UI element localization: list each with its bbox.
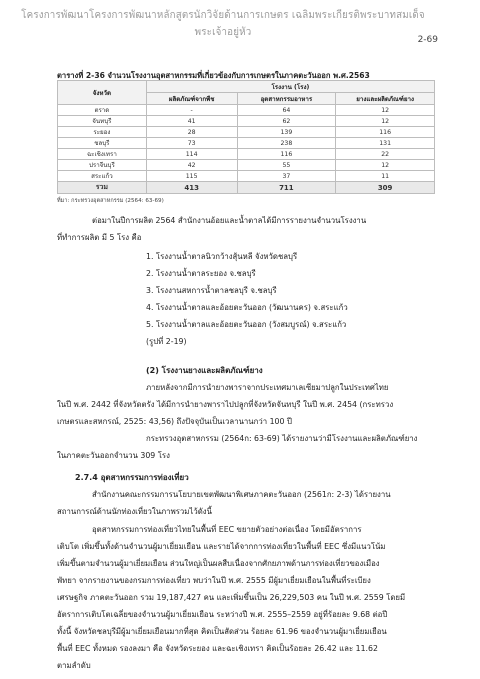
table-row <box>58 138 435 149</box>
list-item: 3. โรงงานสหการน้ำตาลชลบุรี จ.ชลบุรี <box>146 286 277 295</box>
factory-group-header: โรงงาน (โรง) <box>146 81 434 93</box>
paragraph-line: พัทยา จากรายงานของกรมการท่องเที่ยว พบว่าในปี พ.ศ. 2555 มีผู้มาเยี่ยมเยือนในพื้นที่ระเบียง <box>57 576 371 585</box>
table-row <box>58 127 435 138</box>
paragraph-line: ต่อมาในปีการผลิต 2564 สำนักงานอ้อยและน้ำตาลได้มีการรายงานจำนวนโรงงาน <box>92 216 367 225</box>
total-value: 413 <box>146 182 237 194</box>
province-cell: ชลบุรี <box>58 138 147 149</box>
value-cell: - <box>146 105 237 116</box>
paragraph-line: ในปี พ.ศ. 2442 ที่จังหวัดตรัง ได้มีการนำยางพาราไปปลูกที่จังหวัดจันทบุรี ในปี พ.ศ. 2454 (กระทรวง <box>57 400 394 409</box>
value-cell: 37 <box>237 171 336 182</box>
table-row <box>58 171 435 182</box>
value-cell: 22 <box>336 149 435 160</box>
province-cell: ระยอง <box>58 127 147 138</box>
value-cell: 12 <box>336 116 435 127</box>
value-cell: 42 <box>146 160 237 171</box>
paragraph-line: เติบโต เพิ่มขึ้นทั้งด้านจำนวนผู้มาเยี่ยมเยือน และรายได้จากการท่องเที่ยวในพื้นที่ EEC ซึ่งมีแนวโน้ม <box>57 542 386 551</box>
value-cell: 114 <box>146 149 237 160</box>
table-caption: ตารางที่ 2-36 จำนวนโรงงานอุตสาหกรรมที่เกี่ยวข้องกับการเกษตรในภาคตะวันออก พ.ศ.2563 <box>57 71 370 80</box>
list-item: 5. โรงงานน้ำตาลและอ้อยตะวันออก (วังสมบูรณ์) จ.สระแก้ว <box>146 320 347 329</box>
paragraph-line: ในภาคตะวันออกจำนวน 309 โรง <box>57 451 170 460</box>
province-cell: สระแก้ว <box>58 171 147 182</box>
value-cell: 55 <box>237 160 336 171</box>
paragraph-line: ภายหลังจากมีการนำยางพาราจากประเทศมาเลเซียมาปลูกในประเทศไทย <box>146 383 389 392</box>
column-header: ผลิตภัณฑ์จากพืช <box>146 93 237 105</box>
paragraph-line: เพิ่มขึ้นตามจำนวนผู้มาเยี่ยมเยือน ส่วนใหญ่เป็นผลสืบเนื่องจากศักยภาพด้านการท่องเที่ยวของเมือง <box>57 559 380 568</box>
paragraph-line: อัตราการเติบโตเฉลี่ยของจำนวนผู้มาเยี่ยมเยือน ระหว่างปี พ.ศ. 2555–2559 อยู่ที่ร้อยละ 9.68 ต่อปี <box>57 610 388 619</box>
total-value: 309 <box>336 182 435 194</box>
value-cell: 116 <box>336 127 435 138</box>
paragraph-line: เกษตรและสหกรณ์, 2525: 43,56) ถึงปัจจุบันเป็นเวลานานกว่า 100 ปี <box>57 417 292 426</box>
table-row <box>58 149 435 160</box>
paragraph-line: ที่ทำการผลิต มี 5 โรง คือ <box>57 233 142 242</box>
value-cell: 41 <box>146 116 237 127</box>
paragraph-line: อุตสาหกรรมการท่องเที่ยวไทยในพื้นที่ EEC ขยายตัวอย่างต่อเนื่อง โดยมีอัตราการ <box>92 525 362 534</box>
paragraph-line: ตามลำดับ <box>57 661 91 670</box>
paragraph-line: กระทรวงอุตสาหกรรม (2564ก: 63-69) ได้รายงานว่ามีโรงงานและผลิตภัณฑ์ยาง <box>146 434 418 443</box>
value-cell: 64 <box>237 105 336 116</box>
value-cell: 11 <box>336 171 435 182</box>
table-row <box>58 160 435 171</box>
province-cell: ตราด <box>58 105 147 116</box>
list-item: 2. โรงงานน้ำตาลระยอง จ.ชลบุรี <box>146 269 256 278</box>
value-cell: 131 <box>336 138 435 149</box>
province-cell: จันทบุรี <box>58 116 147 127</box>
list-item: 1. โรงงานน้ำตาลนิวกว้างสุ้นหลี จังหวัดชลบุรี <box>146 252 298 261</box>
paragraph-line: ทั้งนี้ จังหวัดชลบุรีมีผู้มาเยี่ยมเยือนมากที่สุด คิดเป็นสัดส่วน ร้อยละ 61.96 ของจำนวนผู้มาเยี่ยมเยือน <box>57 627 387 636</box>
value-cell: 12 <box>336 105 435 116</box>
value-cell: 12 <box>336 160 435 171</box>
value-cell: 28 <box>146 127 237 138</box>
value-cell: 115 <box>146 171 237 182</box>
factory-table <box>57 80 435 194</box>
column-header: อุตสาหกรรมอาหาร <box>237 93 336 105</box>
section-heading: (2) โรงงานยางและผลิตภัณฑ์ยาง <box>146 366 263 375</box>
section-heading: 2.7.4 อุตสาหกรรมการท่องเที่ยว <box>75 473 189 482</box>
page-number: 2-69 <box>417 35 438 45</box>
paragraph-line: พื้นที่ EEC ทั้งหมด รองลงมา คือ จังหวัดระยอง และฉะเชิงเทรา คิดเป็นร้อยละ 26.42 และ 11.62 <box>57 644 378 653</box>
value-cell: 238 <box>237 138 336 149</box>
value-cell: 62 <box>237 116 336 127</box>
total-row <box>58 182 435 194</box>
table-row <box>58 105 435 116</box>
list-item: 4. โรงงานน้ำตาลและอ้อยตะวันออก (วัฒนานคร) จ.สระแก้ว <box>146 303 348 312</box>
page-header: โครงการพัฒนาโครงการพัฒนาหลักสูตรนักวิจัยด้านการเกษตร เฉลิมพระเกียรติพระบาทสมเด็จพระเจ้าอยู่หัว <box>21 9 425 38</box>
province-cell: ปราจีนบุรี <box>58 160 147 171</box>
table-source: ที่มา: กระทรวงอุตสาหกรรม (2564: 63-69) <box>57 198 164 204</box>
value-cell: 73 <box>146 138 237 149</box>
province-cell: ฉะเชิงเทรา <box>58 149 147 160</box>
table-row <box>58 116 435 127</box>
province-header: จังหวัด <box>58 81 147 105</box>
paragraph-line: สำนักงานคณะกรรมการนโยบายเขตพัฒนาพิเศษภาคตะวันออก (2561ก: 2-3) ได้รายงาน <box>92 490 391 499</box>
value-cell: 116 <box>237 149 336 160</box>
paragraph-line: สถานการณ์ด้านนักท่องเที่ยวในภาพรวมไว้ดังนี้ <box>57 507 212 516</box>
total-label: รวม <box>58 182 147 194</box>
total-value: 711 <box>237 182 336 194</box>
figure-reference: (รูปที่ 2-19) <box>146 337 187 346</box>
paragraph-line: เศรษฐกิจ ภาคตะวันออก รวม 19,187,427 คน และเพิ่มขึ้นเป็น 26,229,503 คน ในปี พ.ศ. 2559 โดยมี <box>57 593 406 602</box>
column-header: ยางและผลิตภัณฑ์ยาง <box>336 93 435 105</box>
value-cell: 139 <box>237 127 336 138</box>
